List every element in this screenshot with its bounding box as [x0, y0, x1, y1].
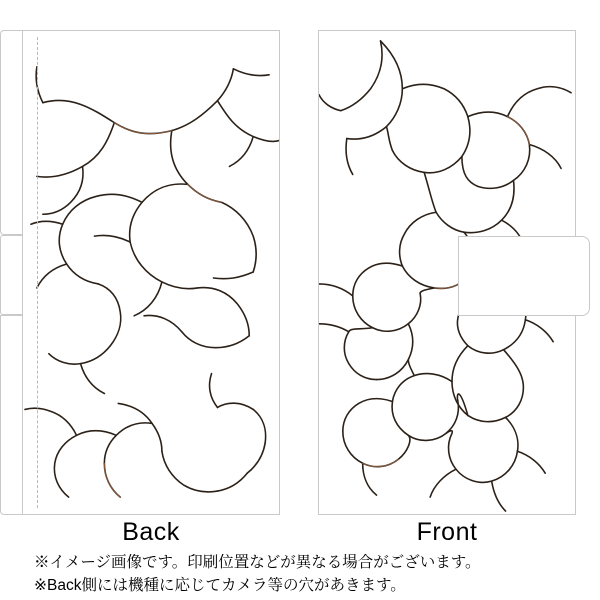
- cover-spine: [0, 30, 22, 515]
- magnetic-closure-flap: [458, 236, 590, 316]
- note-line-2: ※Back側には機種に応じてカメラ等の穴があきます。: [34, 577, 406, 594]
- notes-block: [34, 551, 579, 597]
- back-cover-panel: [22, 30, 280, 515]
- stitch-line-back: [37, 37, 38, 508]
- crackle-pattern-back: [23, 31, 279, 514]
- spine-segment-top: [0, 30, 22, 235]
- spine-segment-middle: [0, 235, 22, 315]
- spine-segment-bottom: [0, 315, 22, 515]
- note-line-1: ※イメージ画像です。印刷位置などが異なる場合がございます。: [34, 554, 481, 571]
- caption-front: Front: [416, 518, 478, 546]
- caption-back: Back: [122, 518, 180, 546]
